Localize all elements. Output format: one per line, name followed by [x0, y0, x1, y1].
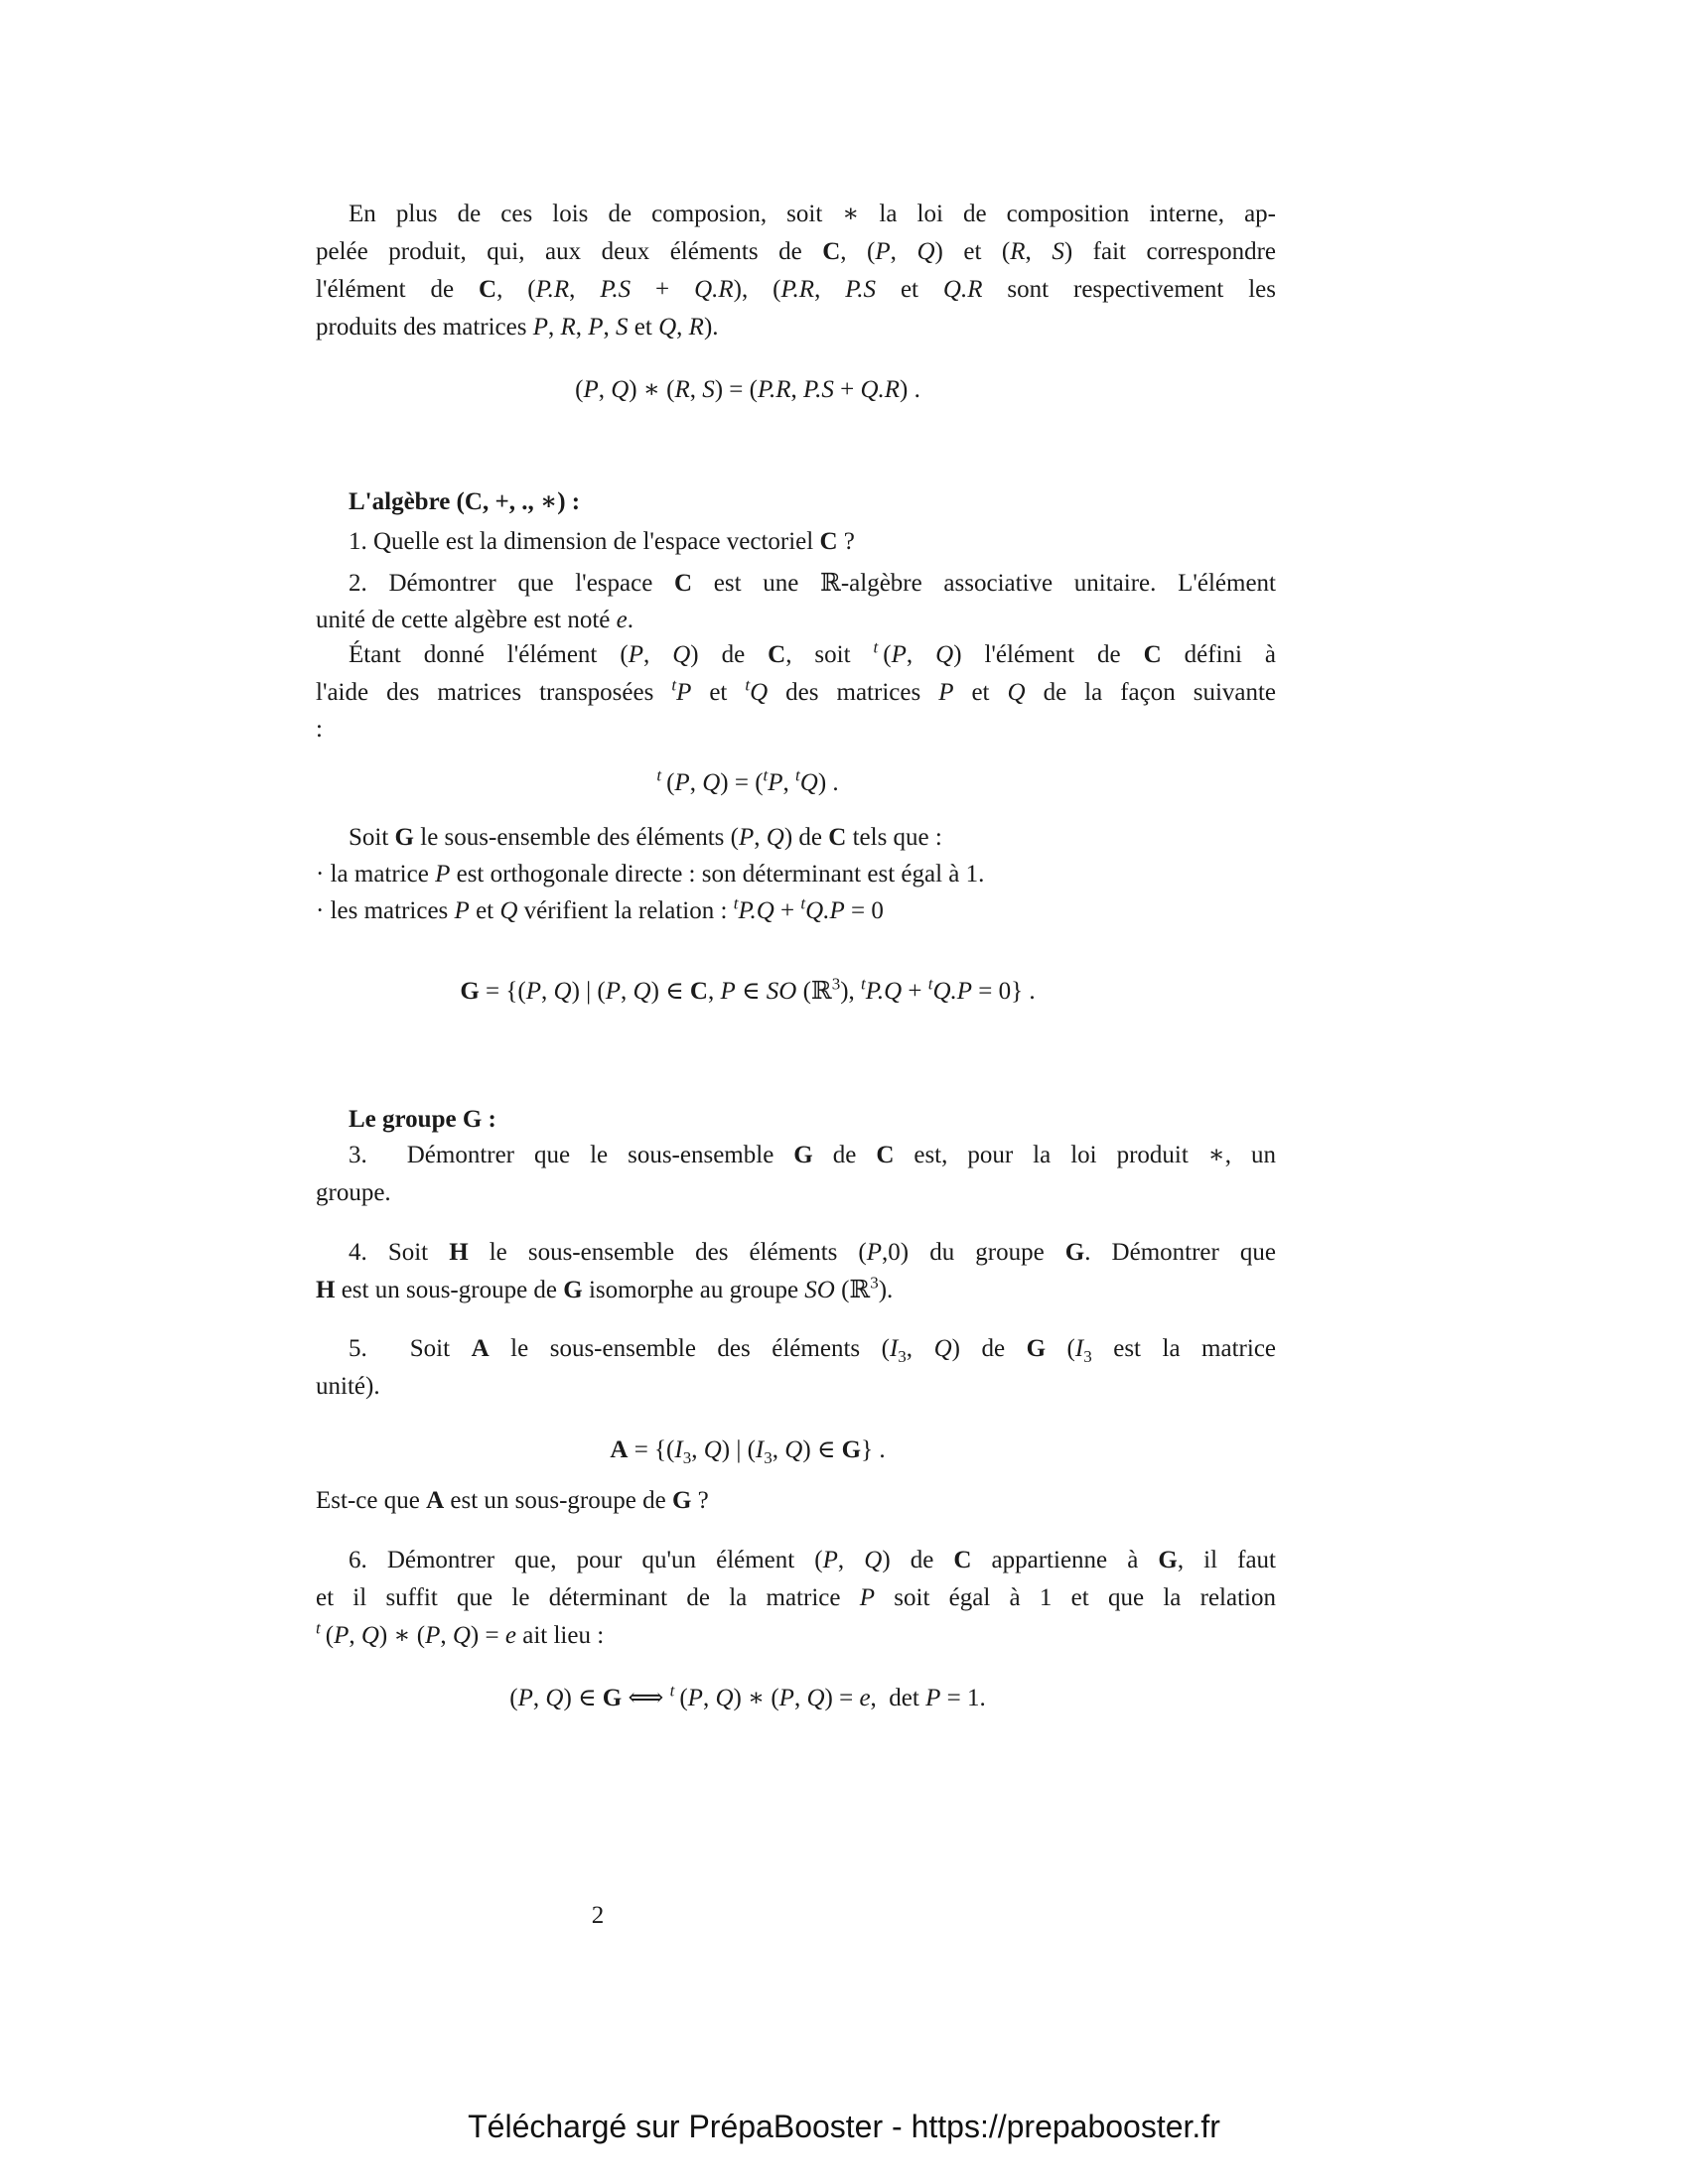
paragraph-line: Étant donné l'élément (P, Q) de C, soit $^t$ (P, Q) l'élément de C défini à: [349, 637, 1277, 668]
paragraph-line: produits des matrices P, R, P, S et Q, R).: [316, 314, 719, 341]
paragraph-line: En plus de ces lois de composion, soit ∗ la loi de composition interne, ap-: [349, 201, 1276, 227]
display-formula: $A = \{(I_3$, Q) | ($I_3$, Q) ∈ G} .: [610, 1436, 886, 1467]
paragraph-line: l'élément de C, (P.R, P.S + Q.R), (P.R, P.S et Q.R sont respectivement les: [316, 276, 1277, 303]
display-formula: (P, Q) ∈ G ⟺ $^t$ (P, Q) ∗ (P, Q) = e, det P = 1.: [509, 1681, 986, 1711]
question-item: 6. Démontrer que, pour qu'un élément (P, Q) de C appartienne à G, il faut: [349, 1547, 1277, 1573]
paragraph-line: Est-ce que A est un sous-groupe de G ?: [316, 1487, 709, 1514]
section-heading: Le groupe G :: [349, 1106, 496, 1133]
page-number: 2: [591, 1902, 605, 1929]
display-formula: G = {(P, Q) | (P, Q) ∈ C, P ∈ SO (ℝ$^3$), $^t$P.Q + $^t$Q.P = 0} .: [460, 974, 1036, 1005]
paragraph-line: l'aide des matrices transposées $^t$P et $^t$Q des matrices P et Q de la façon suivante: [316, 675, 1277, 706]
question-item: 4. Soit H le sous-ensemble des éléments (P,0) du groupe G. Démontrer que: [349, 1239, 1276, 1266]
section-heading: L'algèbre (C, +, ., ∗) :: [349, 488, 581, 515]
paragraph-line: pelée produit, qui, aux deux éléments de C, (P, Q) et (R, S) fait correspondre: [316, 238, 1277, 265]
question-item: 3. Démontrer que le sous-ensemble G de C est, pour la loi produit ∗, un: [349, 1142, 1276, 1168]
question-item: 2. Démontrer que l'espace C est une ℝ-algèbre associative unitaire. L'élément: [349, 570, 1277, 597]
display-formula: (P, Q) ∗ (R, S) = (P.R, P.S + Q.R) .: [575, 376, 920, 403]
paragraph-line: unité de cette algèbre est noté e.: [316, 607, 633, 633]
paragraph-line: Soit G le sous-ensemble des éléments (P, Q) de C tels que :: [349, 824, 942, 851]
paragraph-line: $^t$ (P, Q) ∗ (P, Q) = e ait lieu :: [316, 1618, 605, 1649]
paragraph-line: H est un sous-groupe de G isomorphe au groupe SO (ℝ$^3$).: [316, 1273, 894, 1303]
paragraph-line: :: [316, 716, 323, 743]
paragraph-line: et il suffit que le déterminant de la matrice P soit égal à 1 et que la relation: [316, 1584, 1276, 1611]
paragraph-line: groupe.: [316, 1179, 391, 1206]
display-formula: $^t$ (P, Q) = ($^t$P, $^t$Q) .: [656, 765, 839, 796]
footer-note: Téléchargé sur PrépaBooster - https://prepabooster.fr: [468, 2109, 1220, 2144]
bullet-item: · la matrice P est orthogonale directe : son déterminant est égal à 1.: [316, 861, 985, 887]
question-item: 1. Quelle est la dimension de l'espace vectoriel C ?: [349, 528, 855, 555]
question-item: 5. Soit A le sous-ensemble des éléments ($I_3$, Q) de G ($I_3$ est la matrice: [349, 1335, 1277, 1366]
paragraph-line: unité).: [316, 1373, 380, 1400]
bullet-item: · les matrices P et Q vérifient la relation : $^t$P.Q + $^t$Q.P = 0: [316, 893, 884, 924]
